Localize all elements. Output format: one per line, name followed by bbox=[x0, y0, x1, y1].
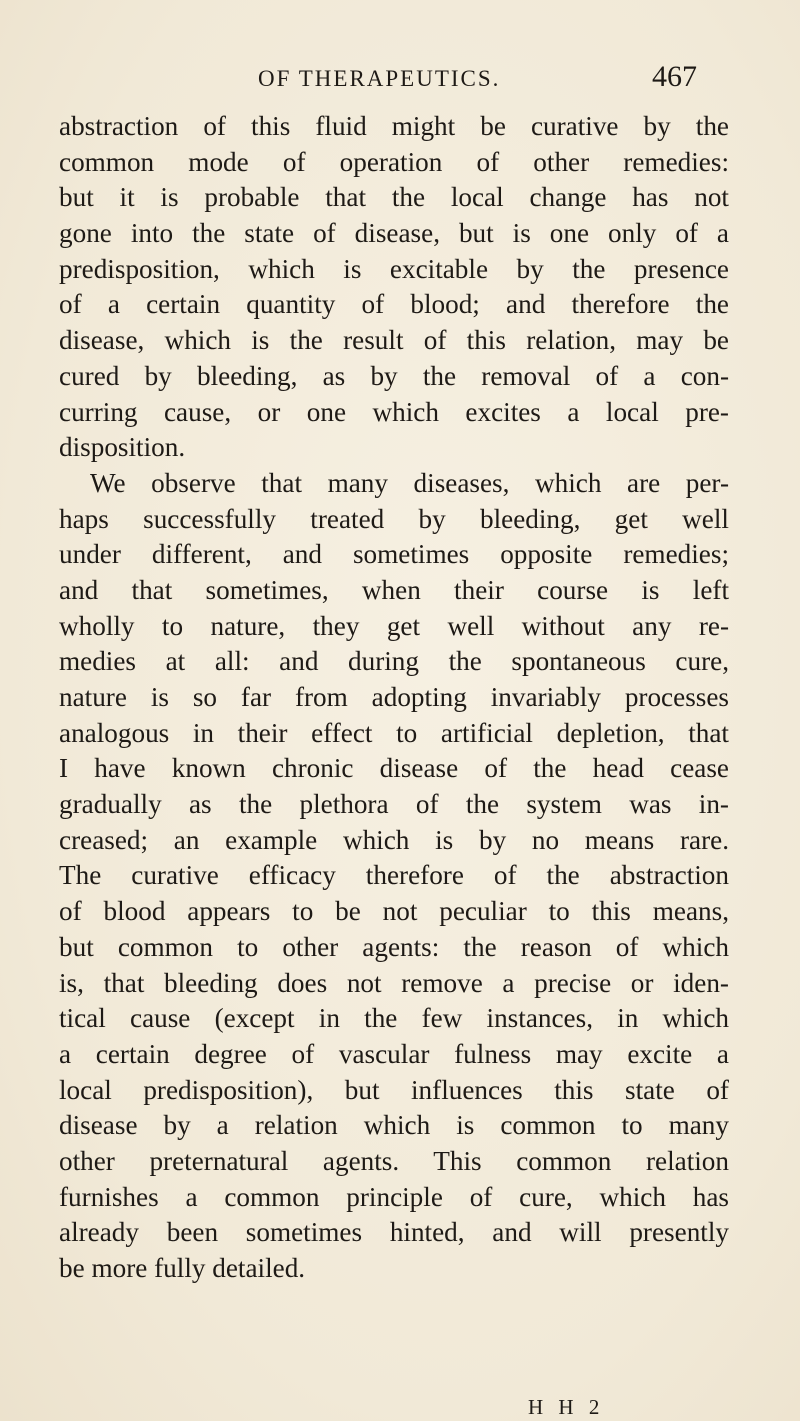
running-title: OF THERAPEUTICS. bbox=[258, 66, 501, 91]
text-line: of blood appears to be not peculiar to this means, bbox=[59, 896, 729, 927]
text-line: common mode of operation of other remedies: bbox=[59, 146, 729, 177]
signature-mark: H H 2 bbox=[528, 1395, 605, 1419]
page-number: 467 bbox=[652, 60, 697, 93]
text-line: creased; an example which is by no means rare. bbox=[59, 824, 729, 855]
text-line: haps successfully treated by bleeding, get well bbox=[59, 503, 729, 534]
text-line: disease, which is the result of this relation, may be bbox=[59, 325, 729, 356]
text-line: of a certain quantity of blood; and therefore the bbox=[59, 289, 729, 320]
text-line: wholly to nature, they get well without any re- bbox=[59, 610, 729, 641]
text-line: curring cause, or one which excites a local pre- bbox=[59, 396, 729, 427]
text-line: be more fully detailed. bbox=[59, 1253, 306, 1283]
text-line: is, that bleeding does not remove a precise or iden- bbox=[59, 967, 729, 998]
text-line: furnishes a common principle of cure, which has bbox=[59, 1181, 729, 1212]
text-line: gone into the state of disease, but is one only of a bbox=[59, 218, 729, 249]
text-line: and that sometimes, when their course is left bbox=[59, 574, 729, 605]
text-line: cured by bleeding, as by the removal of a con- bbox=[59, 360, 729, 391]
text-line: gradually as the plethora of the system was in- bbox=[59, 789, 729, 820]
body-text bbox=[59, 109, 729, 1287]
text-line: but it is probable that the local change has not bbox=[59, 182, 729, 213]
paragraph-first-line: We observe that many diseases, which are per- bbox=[90, 467, 729, 498]
text-line: tical cause (except in the few instances, in which bbox=[59, 1003, 729, 1034]
text-line: disease by a relation which is common to many bbox=[59, 1110, 729, 1141]
text-line: medies at all: and during the spontaneous cure, bbox=[59, 646, 729, 677]
text-line: local predisposition), but influences this state of bbox=[59, 1074, 729, 1105]
text-line: disposition. bbox=[59, 432, 186, 463]
text-line: but common to other agents: the reason of which bbox=[59, 931, 729, 962]
text-line: analogous in their effect to artificial depletion, that bbox=[59, 717, 729, 748]
running-head bbox=[0, 60, 800, 100]
text-line: nature is so far from adopting invariably processes bbox=[59, 682, 729, 712]
text-line: already been sometimes hinted, and will presently bbox=[59, 1217, 729, 1248]
text-line: under different, and sometimes opposite remedies; bbox=[59, 539, 729, 570]
text-line: other preternatural agents. This common relation bbox=[59, 1145, 729, 1176]
text-line: abstraction of this fluid might be curative by the bbox=[59, 111, 729, 141]
text-line: a certain degree of vascular fulness may excite a bbox=[59, 1038, 729, 1069]
text-line: I have known chronic disease of the head cease bbox=[59, 753, 729, 784]
text-line: predisposition, which is excitable by the presence bbox=[59, 253, 729, 284]
text-line: The curative efficacy therefore of the abstraction bbox=[59, 860, 729, 891]
